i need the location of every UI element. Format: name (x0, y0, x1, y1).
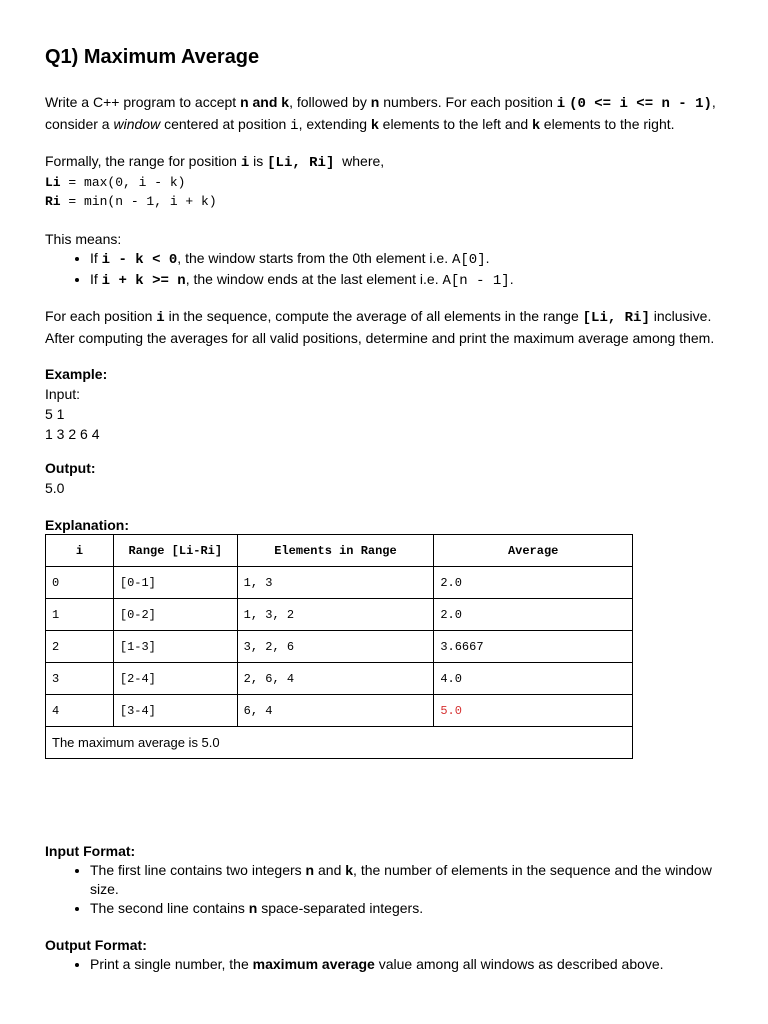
means-list (45, 249, 725, 291)
compute-line-1: For each position i in the sequence, compute the average of all elements in the range [Li, Ri] inclusive. (45, 308, 712, 326)
table-cell: 3, 2, 6 (237, 631, 434, 663)
column-header: Range [Li-Ri] (113, 535, 237, 567)
list-item: • The first line contains two integers n and k, the number of elements in the sequence and the window size. (90, 861, 725, 899)
input-label: Input: (45, 386, 81, 402)
column-header: Elements in Range (237, 535, 434, 567)
formal-definition (45, 151, 725, 211)
output-label: Output: (45, 460, 96, 476)
output-section (45, 458, 725, 498)
input-line-2: 1 3 2 6 4 (45, 426, 100, 442)
table-cell: 2 (46, 631, 114, 663)
formal-line: Formally, the range for position i is [Li, Ri] where, (45, 153, 385, 171)
table-cell: 1, 3, 2 (237, 599, 434, 631)
max-average-summary: The maximum average is 5.0 (46, 727, 633, 759)
input-format-label: Input Format: (45, 843, 136, 859)
table-cell: [2-4] (113, 663, 237, 695)
intro-line-2: consider a window centered at position i, extending k elements to the left and k elements to the right. (45, 116, 675, 134)
compute-line-2: After computing the averages for all valid positions, determine and print the maximum average among them. (45, 330, 715, 346)
output-value: 5.0 (45, 480, 65, 496)
list-item: • If i - k < 0, the window starts from the 0th element i.e. A[0]. (90, 249, 725, 270)
table-cell: 4 (46, 695, 114, 727)
list-item: • Print a single number, the maximum average value among all windows as described above. (90, 955, 725, 974)
table-cell: 1, 3 (237, 567, 434, 599)
intro-line-1: Write a C++ program to accept n and k, followed by n numbers. For each position i (0 <= i <= n - 1), (45, 94, 716, 112)
table-cell: 6, 4 (237, 695, 434, 727)
explanation-section (45, 515, 725, 535)
table-cell: 3 (46, 663, 114, 695)
table-cell: 2, 6, 4 (237, 663, 434, 695)
column-header: Average (434, 535, 633, 567)
table-cell: 0 (46, 567, 114, 599)
input-line-1: 5 1 (45, 406, 65, 422)
intro-paragraph (45, 92, 725, 136)
table-row (46, 567, 633, 599)
table-header-row (46, 535, 633, 567)
ri-formula: Ri = min(n - 1, i + k) (45, 194, 217, 209)
page-title: Q1) Maximum Average (45, 46, 260, 68)
example-section (45, 364, 725, 444)
table-cell: [1-3] (113, 631, 237, 663)
output-format-section (45, 935, 725, 974)
means-label: This means: (45, 231, 122, 247)
compute-paragraph (45, 306, 725, 348)
table-row (46, 599, 633, 631)
explanation-label: Explanation: (45, 517, 130, 533)
table-cell: 3.6667 (434, 631, 633, 663)
li-formula: Li = max(0, i - k) (45, 175, 186, 190)
output-format-label: Output Format: (45, 937, 147, 953)
table-cell: [0-2] (113, 599, 237, 631)
table-cell: 2.0 (434, 567, 633, 599)
table-cell: 2.0 (434, 599, 633, 631)
max-average-cell: 5.0 (434, 695, 633, 727)
table-cell: 1 (46, 599, 114, 631)
output-format-list (45, 955, 725, 974)
list-item: • The second line contains n space-separated integers. (90, 899, 725, 918)
table-footer-row (46, 727, 633, 759)
column-header: i (46, 535, 114, 567)
example-label: Example: (45, 366, 108, 382)
explanation-table (45, 534, 633, 759)
input-format-list (45, 861, 725, 918)
table-cell: 4.0 (434, 663, 633, 695)
list-item: • If i + k >= n, the window ends at the last element i.e. A[n - 1]. (90, 270, 725, 291)
means-section (45, 229, 725, 291)
table-row (46, 695, 633, 727)
table-row (46, 663, 633, 695)
table-row (46, 631, 633, 663)
input-format-section (45, 841, 725, 918)
table-cell: [0-1] (113, 567, 237, 599)
table-cell: [3-4] (113, 695, 237, 727)
